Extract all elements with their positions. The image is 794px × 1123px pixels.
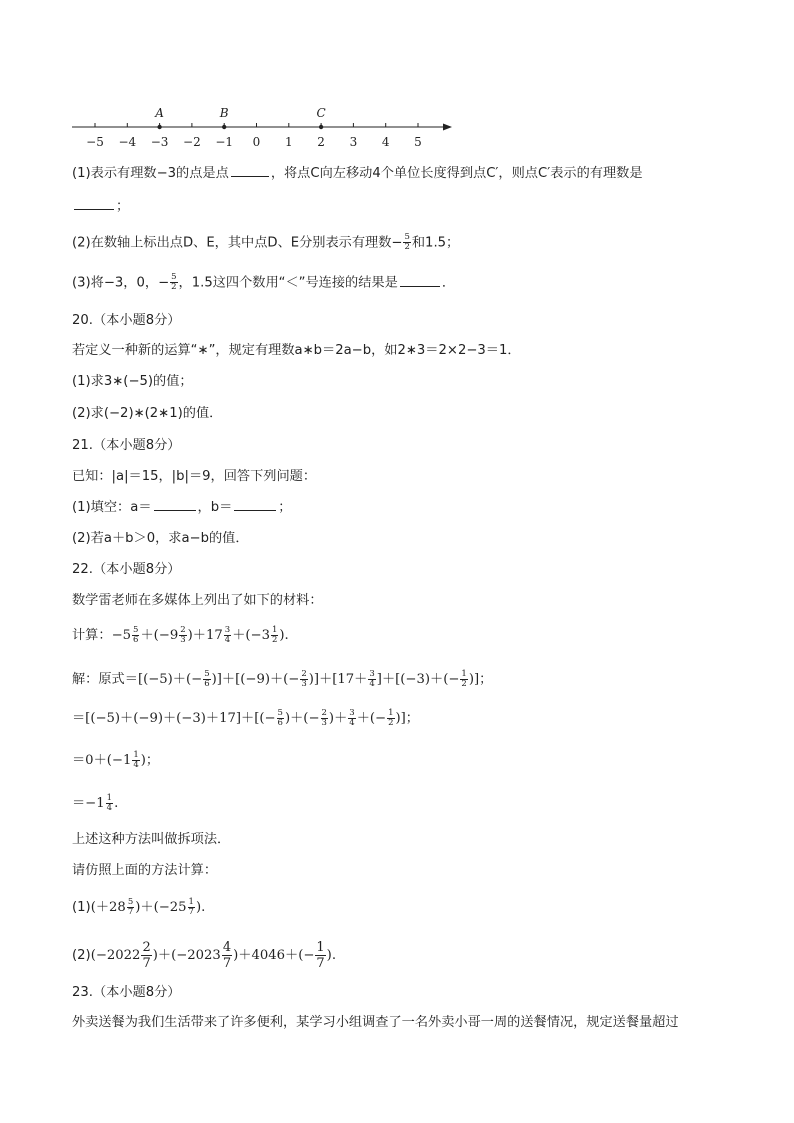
q21-part1-text-a: (1)填空：a＝ xyxy=(72,500,152,515)
q22-task1: (1)(＋28 $\frac{5}{7}$ )＋(−25 $\frac{1}{7}$ ). xyxy=(72,897,206,917)
q19-part3-text-a: (3)将−3，0，− xyxy=(72,275,170,291)
q19-part2 xyxy=(72,233,459,254)
number-line-point-label: A xyxy=(155,106,164,120)
q20-part2: (2)求(−2)∗(2∗1)的值． xyxy=(72,406,223,421)
number-line-point xyxy=(319,125,323,129)
q22-calc-line: 计算：−5 $\frac{5}{6}$ ＋(−9 $\frac{2}{3}$ )＋17 $\frac{3}{4}$ ＋(−3 $\frac{1}{2}$ ). xyxy=(72,625,289,645)
number-line-tick-label: 1 xyxy=(284,135,293,149)
q21-part1-text-c: ； xyxy=(278,500,292,515)
number-line-point xyxy=(222,125,226,129)
number-line-tick-label: −5 xyxy=(86,135,104,149)
q22-task: 请仿照上面的方法计算： xyxy=(72,863,218,878)
q19-part2-text-a: (2)在数轴上标出点D、E，其中点D、E分别表示有理数− xyxy=(72,235,403,251)
q23-header: 23.（本小题8分） xyxy=(72,985,181,1000)
q22-solution-label: 解：原式＝ xyxy=(72,672,138,687)
q21-intro: 已知：|a|＝15，|b|＝9，回答下列问题： xyxy=(72,469,317,484)
answer-blank[interactable] xyxy=(74,197,114,210)
answer-blank[interactable] xyxy=(154,498,196,511)
number-line-tick-label: −1 xyxy=(215,135,234,149)
answer-blank[interactable] xyxy=(234,498,276,511)
q21-header: 21.（本小题8分） xyxy=(72,438,181,453)
q19-part1-text-a: (1)表示有理数−3的点是点 xyxy=(72,166,229,181)
answer-blank[interactable] xyxy=(400,274,440,287)
number-line-point xyxy=(157,125,161,129)
q22-solution-line4: ＝−1 $\frac{1}{4}$ . xyxy=(72,793,119,813)
q19-part3-text-c: ． xyxy=(441,275,455,291)
number-line-tick-label: −4 xyxy=(118,135,137,149)
q22-intro: 数学雷老师在多媒体上列出了如下的材料： xyxy=(72,593,323,608)
number-line-arrow xyxy=(443,124,452,131)
q19-part1-cont xyxy=(72,197,129,217)
number-line-tick-label: 4 xyxy=(381,135,390,149)
q22-calc-label: 计算： xyxy=(72,628,112,643)
number-line-point-label: C xyxy=(316,106,326,120)
q20-part1: (1)求3∗(−5)的值； xyxy=(72,374,193,389)
q22-solution-line3: ＝0＋(−1 $\frac{1}{4}$ )； xyxy=(72,750,160,770)
number-line xyxy=(60,98,460,150)
fraction: $\frac{5}{2}$ xyxy=(404,232,410,252)
q19-part1-text-c: ； xyxy=(116,199,130,214)
number-line-tick-label: 2 xyxy=(317,135,325,149)
q21-part1 xyxy=(72,498,291,518)
q19-part2-text-b: 和1.5； xyxy=(411,235,460,251)
q22-method-note: 上述这种方法叫做拆项法． xyxy=(72,832,231,847)
q22-solution-line2: ＝[(−5)＋(−9)＋(−3)＋17]＋[(− $\frac{5}{6}$ )＋(− $\frac{2}{3}$ )＋ $\frac{3}{4}$ ＋(− $\frac{1}{2}$ )]； xyxy=(72,708,419,728)
q22-task2: (2)(−2022 $\frac{2}{7}$ )＋(−2023 $\frac{4}{7}$ )＋4046＋(− $\frac{1}{7}$ ). xyxy=(72,940,337,971)
q23-intro: 外卖送餐为我们生活带来了许多便利，某学习小组调查了一名外卖小哥一周的送餐情况，规定送餐量超过 xyxy=(72,1015,679,1030)
q21-part2: (2)若a＋b＞0，求a−b的值． xyxy=(72,531,249,546)
number-line-tick-label: 5 xyxy=(414,135,422,149)
q22-task1-label: (1) xyxy=(72,900,91,915)
number-line-point-label: B xyxy=(219,106,229,120)
q19-part3 xyxy=(72,273,455,294)
answer-blank[interactable] xyxy=(231,164,269,177)
q19-part3-text-b: ，1.5这四个数用“＜”号连接的结果是 xyxy=(178,275,398,291)
number-line-tick-label: 3 xyxy=(349,135,358,149)
q21-part1-text-b: ，b＝ xyxy=(197,500,233,515)
q22-solution-line1: 解：原式＝[(−5)＋(− $\frac{5}{6}$ )]＋[(−9)＋(− $\frac{2}{3}$ )]＋[17＋ $\frac{3}{4}$ ]＋[(−3)＋(− $\frac{1}{2}$ )]； xyxy=(72,669,493,689)
q22-task2-label: (2) xyxy=(72,948,91,963)
number-line-tick-label: −3 xyxy=(150,135,169,149)
number-line-tick-label: 0 xyxy=(252,135,261,149)
q20-header: 20.（本小题8分） xyxy=(72,313,181,328)
q19-part1 xyxy=(72,164,643,184)
fraction: $\frac{5}{2}$ xyxy=(171,272,177,292)
q19-part1-text-b: ，将点C向左移动4个单位长度得到点C′，则点C′表示的有理数是 xyxy=(270,166,643,181)
q22-header: 22.（本小题8分） xyxy=(72,562,181,577)
number-line-tick-label: −2 xyxy=(183,135,201,149)
q20-intro: 若定义一种新的运算“∗”，规定有理数a∗b＝2a−b，如2∗3＝2×2−3＝1． xyxy=(72,343,521,358)
